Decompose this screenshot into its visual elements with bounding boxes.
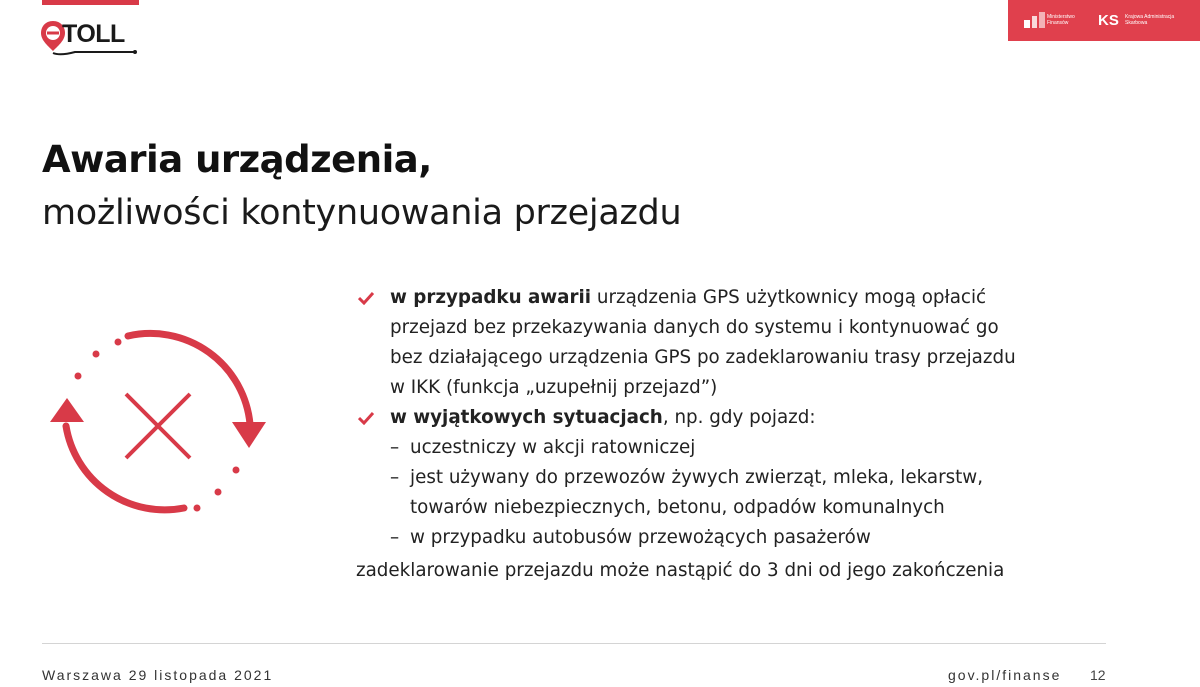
dash-marker: – bbox=[390, 527, 400, 548]
dash-marker: – bbox=[390, 467, 400, 488]
check-icon bbox=[358, 411, 374, 425]
kas-label: Krajowa Administracja Skarbowa bbox=[1125, 14, 1175, 26]
bullet-text: urządzenia GPS użytkownicy mogą opłacić bbox=[591, 287, 987, 308]
kas-logo-icon bbox=[1098, 10, 1122, 30]
dash-marker: – bbox=[390, 437, 400, 458]
bullet-text: bez działającego urządzenia GPS po zadeklarowaniu trasy przejazdu bbox=[390, 347, 1016, 368]
page-subtitle: możliwości kontynuowania przejazdu bbox=[42, 193, 682, 233]
device-failure-cycle-icon bbox=[40, 318, 276, 528]
sub-item-text: w przypadku autobusów przewożących pasażerów bbox=[410, 527, 871, 548]
declaration-note: zadeklarowanie przejazdu może nastąpić do 3 dni od jego zakończenia bbox=[356, 560, 1005, 581]
bullet-text: w IKK (funkcja „uzupełnij przejazd”) bbox=[390, 377, 718, 398]
bullet-text: , np. gdy pojazd: bbox=[662, 407, 816, 428]
check-icon bbox=[358, 291, 374, 305]
bullet-item-exceptions bbox=[358, 403, 1058, 433]
page-title: Awaria urządzenia, bbox=[42, 138, 432, 181]
footer-location-date: Warszawa 29 listopada 2021 bbox=[42, 667, 274, 683]
bullet-text: przejazd bez przekazywania danych do systemu i kontynuować go bbox=[390, 317, 999, 338]
sub-item-rescue bbox=[358, 433, 1058, 463]
mf-label: Ministerstwo Finansów bbox=[1047, 14, 1075, 26]
footer-site-link[interactable]: gov.pl/finanse bbox=[948, 667, 1062, 683]
sub-item-transport bbox=[358, 463, 1058, 493]
bullet-item-failure bbox=[358, 283, 1058, 313]
svg-text:KS: KS bbox=[1098, 12, 1119, 29]
sub-item-text: towarów niebezpiecznych, betonu, odpadów komunalnych bbox=[410, 497, 945, 518]
content-list bbox=[358, 283, 1058, 553]
sub-item-text: jest używany do przewozów żywych zwierząt, mleka, lekarstw, bbox=[410, 467, 984, 488]
logo-text: TOLL bbox=[62, 20, 125, 48]
sub-item-text: uczestniczy w akcji ratowniczej bbox=[410, 437, 696, 458]
top-accent-bar bbox=[42, 0, 139, 5]
footer-divider bbox=[42, 643, 1106, 644]
bullet-bold-exceptions: w wyjątkowych sytuacjach bbox=[390, 407, 663, 428]
sub-item-buses bbox=[358, 523, 1058, 553]
mf-logo-icon bbox=[1024, 12, 1046, 28]
page-number: 12 bbox=[1090, 667, 1106, 683]
bullet-bold-failure: w przypadku awarii bbox=[390, 287, 592, 308]
